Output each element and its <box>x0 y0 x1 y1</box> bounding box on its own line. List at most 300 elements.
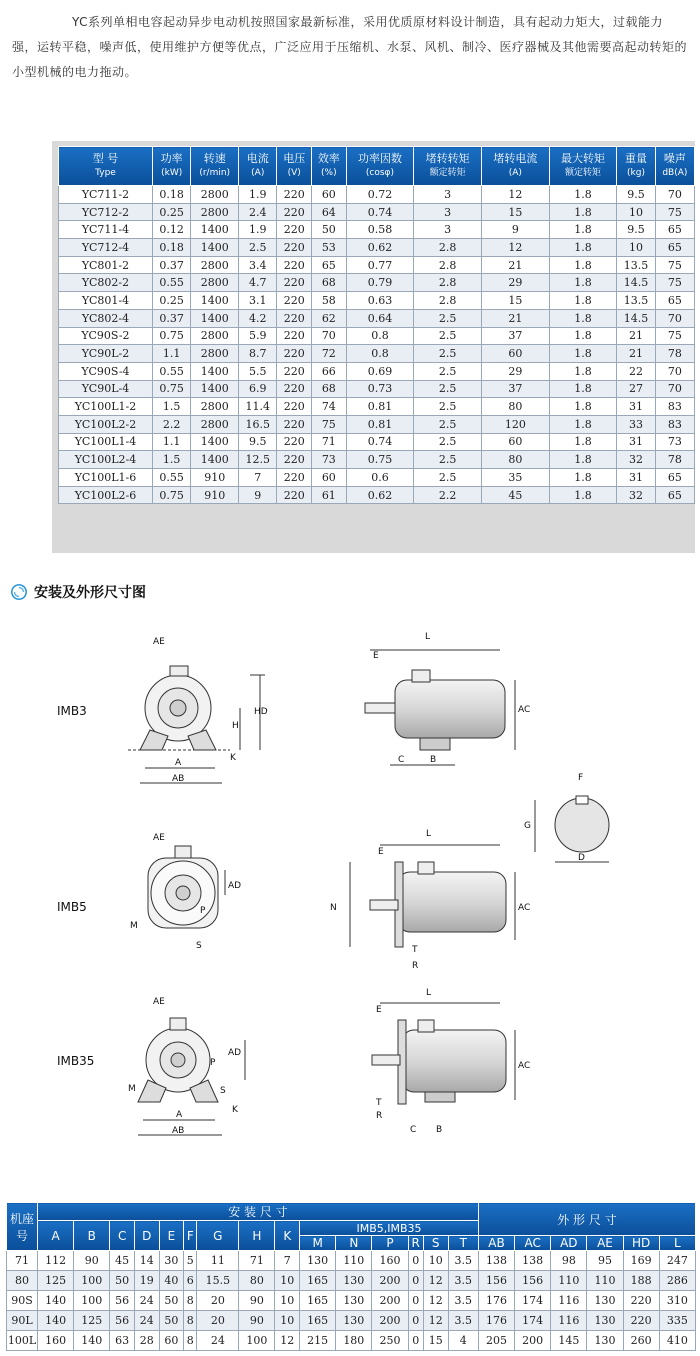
dims-cell: 286 <box>659 1271 695 1291</box>
specs-cell: YC712-2 <box>59 203 153 221</box>
dims-cell: 174 <box>515 1291 551 1311</box>
dim-label-e-2: E <box>378 847 384 857</box>
dim-label-hd: HD <box>254 707 268 717</box>
dims-cell: 63 <box>110 1331 135 1351</box>
specs-col-header-cn: 转速 <box>203 152 226 165</box>
specs-cell: 220 <box>277 380 312 398</box>
dims-row <box>7 1311 696 1331</box>
specs-cell: 5.5 <box>239 362 277 380</box>
specs-cell: 220 <box>277 415 312 433</box>
specs-cell: 12 <box>481 186 549 204</box>
specs-cell: 2800 <box>191 203 239 221</box>
specs-row <box>59 292 695 310</box>
imb5-front-view <box>148 846 225 928</box>
specs-cell: 72 <box>312 345 347 363</box>
specs-cell: YC100L2-4 <box>59 451 153 469</box>
dims-cell: 247 <box>659 1251 695 1271</box>
dim-label-ad: AD <box>228 881 242 891</box>
specs-cell: 0.18 <box>153 239 191 257</box>
specs-cell: 2800 <box>191 327 239 345</box>
specs-cell: 70 <box>655 186 694 204</box>
dim-label-ae: AE <box>153 637 165 647</box>
dim-label-e-3: E <box>376 1005 382 1015</box>
specs-row <box>59 433 695 451</box>
specs-cell: 220 <box>277 327 312 345</box>
specs-col-header <box>191 147 239 186</box>
specs-cell: 2800 <box>191 256 239 274</box>
specs-cell: 70 <box>655 380 694 398</box>
specs-cell: 2.5 <box>414 398 482 416</box>
specs-cell: 1.5 <box>153 451 191 469</box>
specs-cell: 22 <box>617 362 655 380</box>
specs-cell: 0.74 <box>346 433 414 451</box>
specs-col-header-en: (r/min) <box>199 168 231 178</box>
specs-cell: 220 <box>277 398 312 416</box>
specs-cell: 27 <box>617 380 655 398</box>
dims-cell: 8 <box>184 1311 197 1331</box>
dim-label-c: C <box>398 755 405 765</box>
specs-cell: 58 <box>312 292 347 310</box>
specs-cell: 1.8 <box>549 451 617 469</box>
specs-cell: YC802-4 <box>59 309 153 327</box>
dims-cell: 90 <box>74 1251 110 1271</box>
specs-cell: 7 <box>239 469 277 487</box>
specs-cell: 0.64 <box>346 309 414 327</box>
specs-cell: 78 <box>655 345 694 363</box>
dim-label-h: H <box>232 721 239 731</box>
dims-cell: 24 <box>134 1311 159 1331</box>
specs-cell: 73 <box>312 451 347 469</box>
specs-cell: YC100L1-6 <box>59 469 153 487</box>
specs-cell: YC90L-2 <box>59 345 153 363</box>
dims-cell: 71 <box>7 1251 38 1271</box>
specs-col-header <box>414 147 482 186</box>
specs-cell: YC90S-2 <box>59 327 153 345</box>
specs-cell: 0.73 <box>346 380 414 398</box>
dims-cell: 20 <box>197 1311 239 1331</box>
dims-cell: 215 <box>300 1331 336 1351</box>
specs-cell: 1.8 <box>549 292 617 310</box>
dim-label-ac-3: AC <box>518 1061 531 1071</box>
dims-cell: 110 <box>551 1271 587 1291</box>
dim-label-ad-2: AD <box>228 1048 242 1058</box>
specs-row <box>59 451 695 469</box>
specs-col-header-en: (kW) <box>161 168 183 178</box>
specs-cell: YC712-4 <box>59 239 153 257</box>
model-label-imb5: IMB5 <box>57 900 87 914</box>
specs-cell: 0.81 <box>346 415 414 433</box>
specs-cell: 0.77 <box>346 256 414 274</box>
dims-cell: 130 <box>300 1251 336 1271</box>
specs-cell: 1400 <box>191 309 239 327</box>
specs-cell: 29 <box>481 362 549 380</box>
dims-cell: 12 <box>275 1331 300 1351</box>
specs-cell: 33 <box>617 415 655 433</box>
specs-cell: 2800 <box>191 274 239 292</box>
dims-cell: 310 <box>659 1291 695 1311</box>
install-col-header: K <box>275 1221 300 1251</box>
dims-cell: 0 <box>408 1291 423 1311</box>
specs-cell: 32 <box>617 486 655 504</box>
dims-cell: 12 <box>423 1291 448 1311</box>
dims-cell: 130 <box>587 1331 623 1351</box>
specs-cell: 1.8 <box>549 239 617 257</box>
dim-label-p: P <box>200 906 206 916</box>
specs-row <box>59 327 695 345</box>
dim-label-g: G <box>524 821 531 831</box>
specs-cell: 0.62 <box>346 239 414 257</box>
specs-cell: 66 <box>312 362 347 380</box>
dims-cell: 130 <box>587 1311 623 1331</box>
specs-cell: 31 <box>617 469 655 487</box>
specs-cell: 1.8 <box>549 433 617 451</box>
dims-cell: 138 <box>515 1251 551 1271</box>
dims-cell: 100 <box>239 1331 275 1351</box>
install-col-header: D <box>134 1221 159 1251</box>
dims-cell: 50 <box>159 1311 184 1331</box>
dim-label-ac-2: AC <box>518 903 531 913</box>
outline-col-header: AC <box>515 1236 551 1251</box>
specs-cell: 0.55 <box>153 274 191 292</box>
dims-cell: 8 <box>184 1331 197 1351</box>
specs-col-header <box>617 147 655 186</box>
swirl-icon <box>10 583 28 601</box>
specs-cell: 1400 <box>191 221 239 239</box>
specs-cell: 3 <box>414 186 482 204</box>
specs-col-header-en: Type <box>95 168 116 178</box>
specs-cell: 2.5 <box>414 415 482 433</box>
dim-label-m: M <box>130 921 138 931</box>
specs-col-header <box>312 147 347 186</box>
section-heading <box>10 582 146 602</box>
dims-cell: 24 <box>197 1331 239 1351</box>
specs-cell: 71 <box>312 433 347 451</box>
specs-row <box>59 274 695 292</box>
specs-cell: 60 <box>481 433 549 451</box>
specs-cell: 1.8 <box>549 309 617 327</box>
specs-cell: 12.5 <box>239 451 277 469</box>
specs-col-header-en: (A) <box>508 168 522 178</box>
specs-cell: 220 <box>277 433 312 451</box>
specs-cell: 0.63 <box>346 292 414 310</box>
imb5-col-header: P <box>372 1236 408 1251</box>
dims-cell: 5 <box>184 1251 197 1271</box>
outline-col-header: L <box>659 1236 695 1251</box>
specs-cell: 21 <box>481 256 549 274</box>
specs-cell: 1.8 <box>549 274 617 292</box>
dimensions-table-frame <box>6 1202 696 1351</box>
specs-cell: 0.72 <box>346 186 414 204</box>
specs-cell: 220 <box>277 221 312 239</box>
dim-label-t-2: T <box>376 1098 382 1108</box>
specs-col-header <box>59 147 153 186</box>
dims-cell: 156 <box>515 1271 551 1291</box>
specs-cell: 10 <box>617 239 655 257</box>
specs-row <box>59 345 695 363</box>
dim-label-ae-2: AE <box>153 833 165 843</box>
dim-label-l: L <box>425 632 431 642</box>
specs-cell: 1.1 <box>153 433 191 451</box>
dims-cell: 112 <box>38 1251 74 1271</box>
dims-cell: 205 <box>478 1331 514 1351</box>
install-col-header: C <box>110 1221 135 1251</box>
specs-cell: 9 <box>481 221 549 239</box>
specs-cell: 2.5 <box>414 433 482 451</box>
specs-cell: 0.6 <box>346 469 414 487</box>
specs-cell: 0.62 <box>346 486 414 504</box>
specs-cell: 75 <box>312 415 347 433</box>
specs-cell: 220 <box>277 451 312 469</box>
specs-cell: 21 <box>481 309 549 327</box>
imb5-side-view <box>350 845 515 947</box>
specs-cell: 0.75 <box>153 327 191 345</box>
specs-cell: 9.5 <box>617 221 655 239</box>
dims-header-row-1 <box>7 1203 696 1221</box>
specs-cell: 5.9 <box>239 327 277 345</box>
dims-cell: 100 <box>74 1291 110 1311</box>
specs-cell: 2.5 <box>414 451 482 469</box>
outline-header: 外 形 尺 寸 <box>478 1203 695 1236</box>
specs-row <box>59 486 695 504</box>
dim-label-r-2: R <box>376 1111 383 1121</box>
specs-cell: 1.8 <box>549 415 617 433</box>
specs-col-header-cn: 堵转转矩 <box>425 152 470 165</box>
dims-cell: 90 <box>239 1311 275 1331</box>
dims-cell: 200 <box>515 1331 551 1351</box>
specs-cell: 6.9 <box>239 380 277 398</box>
specs-cell: YC90L-4 <box>59 380 153 398</box>
dim-label-k: K <box>230 753 236 763</box>
specs-cell: 2.8 <box>414 274 482 292</box>
specs-cell: 220 <box>277 203 312 221</box>
dims-cell: 14 <box>134 1251 159 1271</box>
intro-paragraph: YC系列单相电容起动异步电动机按照国家最新标准，采用优质原材料设计制造，具有起动力矩大，过载能力强，运转平稳，噪声低，使用维护方便等优点，广泛应用于压缩机、水泵、风机、制冷、医疗器械及其他需要高起动转矩的小型机械的电力拖动。 <box>12 15 688 79</box>
dim-label-ac: AC <box>518 705 531 715</box>
dim-label-d: D <box>578 853 585 863</box>
specs-cell: 0.37 <box>153 309 191 327</box>
specs-cell: 64 <box>312 203 347 221</box>
dims-cell: 7 <box>275 1251 300 1271</box>
specs-cell: 2800 <box>191 415 239 433</box>
specs-col-header-en: 额定转矩 <box>429 168 466 178</box>
specs-col-header <box>481 147 549 186</box>
specs-cell: 120 <box>481 415 549 433</box>
dims-body <box>7 1251 696 1351</box>
dims-cell: 24 <box>134 1291 159 1311</box>
dim-label-e: E <box>373 651 379 661</box>
dims-row <box>7 1271 696 1291</box>
dims-cell: 220 <box>623 1291 659 1311</box>
specs-col-header-en: (%) <box>321 168 337 178</box>
specs-cell: 32 <box>617 451 655 469</box>
dim-label-ae-3: AE <box>153 997 165 1007</box>
specs-cell: 75 <box>655 203 694 221</box>
dims-cell: 15 <box>423 1331 448 1351</box>
install-col-header: B <box>74 1221 110 1251</box>
dim-label-n: N <box>330 903 337 913</box>
dims-cell: 0 <box>408 1251 423 1271</box>
dim-label-b-2: B <box>436 1125 443 1135</box>
specs-cell: 83 <box>655 398 694 416</box>
specs-col-header-cn: 功率 <box>160 152 183 165</box>
specs-cell: 1400 <box>191 362 239 380</box>
dims-cell: 95 <box>587 1251 623 1271</box>
dim-label-t: T <box>412 945 418 955</box>
dims-cell: 71 <box>239 1251 275 1271</box>
dims-cell: 80 <box>7 1271 38 1291</box>
specs-cell: 1.9 <box>239 221 277 239</box>
specs-cell: 8.7 <box>239 345 277 363</box>
specs-cell: 0.81 <box>346 398 414 416</box>
specs-cell: 2.5 <box>414 380 482 398</box>
dims-cell: 90L <box>7 1311 38 1331</box>
shaft-section-view <box>535 796 609 862</box>
specs-cell: 60 <box>312 469 347 487</box>
specs-cell: 45 <box>481 486 549 504</box>
specs-table <box>58 146 695 504</box>
dims-cell: 10 <box>275 1271 300 1291</box>
specs-cell: 1.8 <box>549 345 617 363</box>
outline-col-header: AD <box>551 1236 587 1251</box>
specs-cell: 65 <box>655 292 694 310</box>
specs-cell: 220 <box>277 486 312 504</box>
specs-cell: 0.58 <box>346 221 414 239</box>
specs-row <box>59 256 695 274</box>
specs-cell: 65 <box>312 256 347 274</box>
dim-label-p-2: P <box>210 1058 216 1068</box>
dims-cell: 169 <box>623 1251 659 1271</box>
specs-col-header-en: (kg) <box>627 168 645 178</box>
specs-cell: YC801-4 <box>59 292 153 310</box>
specs-cell: 70 <box>312 327 347 345</box>
dims-cell: 116 <box>551 1291 587 1311</box>
specs-cell: 220 <box>277 186 312 204</box>
specs-cell: 35 <box>481 469 549 487</box>
specs-cell: 53 <box>312 239 347 257</box>
specs-cell: 70 <box>655 309 694 327</box>
frame-header: 机座号 <box>7 1203 38 1251</box>
specs-cell: 1400 <box>191 451 239 469</box>
specs-cell: 220 <box>277 274 312 292</box>
dims-cell: 60 <box>159 1331 184 1351</box>
dims-cell: 188 <box>623 1271 659 1291</box>
dims-cell: 0 <box>408 1271 423 1291</box>
specs-cell: 0.74 <box>346 203 414 221</box>
specs-col-header-cn: 最大转矩 <box>561 152 606 165</box>
specs-row <box>59 221 695 239</box>
specs-cell: 1.9 <box>239 186 277 204</box>
specs-col-header-en: 额定转矩 <box>565 168 602 178</box>
dim-label-a: A <box>175 758 182 768</box>
dims-cell: 250 <box>372 1331 408 1351</box>
dims-cell: 130 <box>336 1271 372 1291</box>
specs-cell: 75 <box>655 327 694 345</box>
specs-cell: 9.5 <box>617 186 655 204</box>
specs-cell: 1.5 <box>153 398 191 416</box>
dim-label-f: F <box>578 773 584 783</box>
specs-cell: 78 <box>655 451 694 469</box>
specs-cell: 74 <box>312 398 347 416</box>
specs-cell: YC711-2 <box>59 186 153 204</box>
outline-col-header: HD <box>623 1236 659 1251</box>
specs-row <box>59 380 695 398</box>
dims-cell: 140 <box>74 1331 110 1351</box>
specs-cell: 0.25 <box>153 203 191 221</box>
specs-cell: 2.8 <box>414 256 482 274</box>
dims-cell: 50 <box>110 1271 135 1291</box>
specs-cell: 1.8 <box>549 486 617 504</box>
specs-cell: 0.18 <box>153 186 191 204</box>
specs-col-header-cn: 堵转电流 <box>493 152 538 165</box>
model-label-imb3: IMB3 <box>57 704 87 718</box>
specs-cell: 0.75 <box>153 380 191 398</box>
specs-col-header-cn: 电压 <box>283 152 306 165</box>
dim-label-l-3: L <box>426 988 432 998</box>
specs-cell: 0.8 <box>346 345 414 363</box>
dims-cell: 20 <box>197 1291 239 1311</box>
specs-cell: 10 <box>617 203 655 221</box>
imb35-front-view <box>138 1018 245 1135</box>
specs-row <box>59 309 695 327</box>
specs-cell: 1.8 <box>549 221 617 239</box>
dims-cell: 130 <box>336 1291 372 1311</box>
specs-cell: 83 <box>655 415 694 433</box>
imb3-front-view <box>128 666 265 783</box>
dims-cell: 165 <box>300 1271 336 1291</box>
specs-table-frame <box>52 141 695 553</box>
specs-cell: 1.8 <box>549 398 617 416</box>
dims-cell: 174 <box>515 1311 551 1331</box>
specs-cell: 1.8 <box>549 186 617 204</box>
dims-cell: 6 <box>184 1271 197 1291</box>
specs-cell: 16.5 <box>239 415 277 433</box>
specs-cell: YC100L2-2 <box>59 415 153 433</box>
dims-cell: 160 <box>372 1251 408 1271</box>
specs-cell: 2.5 <box>414 309 482 327</box>
dims-cell: 140 <box>38 1291 74 1311</box>
specs-cell: 65 <box>655 239 694 257</box>
specs-row <box>59 362 695 380</box>
specs-cell: 31 <box>617 398 655 416</box>
dims-cell: 98 <box>551 1251 587 1271</box>
specs-cell: 2800 <box>191 345 239 363</box>
dims-cell: 10 <box>423 1251 448 1271</box>
dims-cell: 140 <box>38 1311 74 1331</box>
specs-cell: 65 <box>655 486 694 504</box>
specs-cell: 220 <box>277 292 312 310</box>
specs-row <box>59 398 695 416</box>
specs-cell: 68 <box>312 380 347 398</box>
specs-cell: 62 <box>312 309 347 327</box>
dim-label-c-2: C <box>410 1125 417 1135</box>
dims-cell: 19 <box>134 1271 159 1291</box>
dims-cell: 0 <box>408 1331 423 1351</box>
specs-col-header-cn: 重量 <box>625 152 648 165</box>
drawing-canvas <box>0 600 700 1180</box>
specs-cell: 12 <box>481 239 549 257</box>
specs-row <box>59 203 695 221</box>
dims-cell: 30 <box>159 1251 184 1271</box>
specs-cell: 65 <box>655 469 694 487</box>
imb5-col-header: S <box>423 1236 448 1251</box>
specs-cell: YC90S-4 <box>59 362 153 380</box>
specs-cell: 50 <box>312 221 347 239</box>
specs-cell: 14.5 <box>617 274 655 292</box>
dims-cell: 80 <box>239 1271 275 1291</box>
specs-cell: 220 <box>277 469 312 487</box>
dimensions-table <box>6 1202 696 1351</box>
dims-cell: 165 <box>300 1291 336 1311</box>
